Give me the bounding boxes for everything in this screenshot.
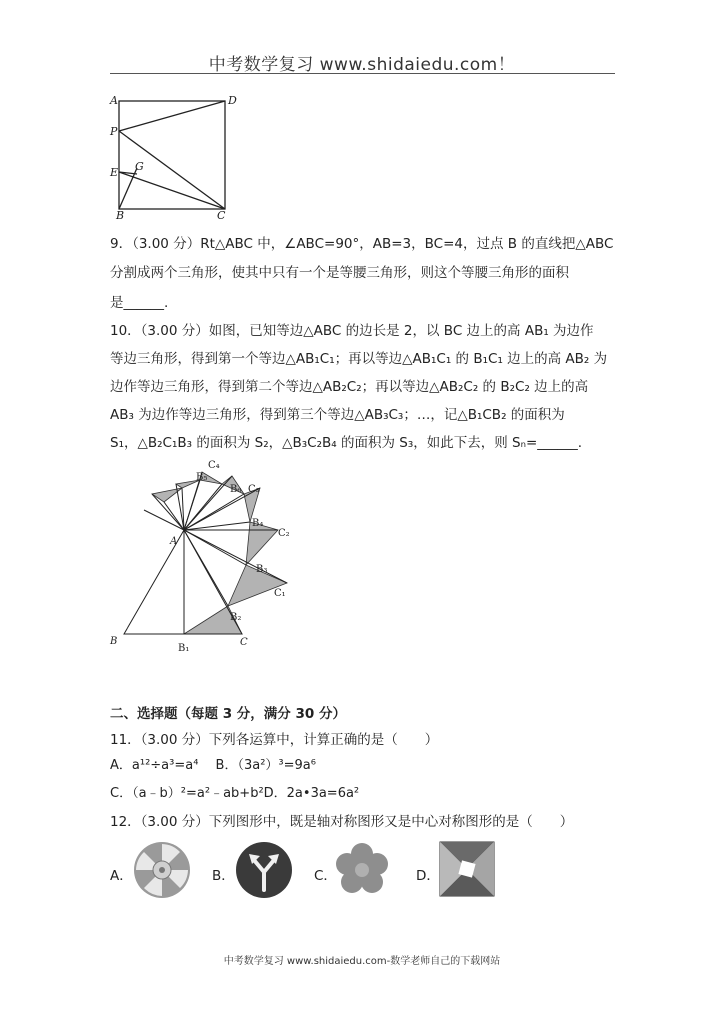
page-footer: 中考数学复习 www.shidaiedu.com-数学老师自己的下载网站	[223, 956, 501, 967]
label-spiral-c2: C₂	[278, 528, 290, 539]
q10-line5: S₁，△B₂C₁B₃ 的面积为 S₂，△B₃C₂B₄ 的面积为 S₃，如此下去，则 Sₙ=______.	[110, 435, 583, 451]
segment-ab4	[184, 522, 250, 530]
label-e: E	[110, 166, 119, 179]
q12-option-c-label: C．	[314, 868, 337, 884]
label-d: D	[228, 94, 237, 107]
q11-stem: 11．（3.00 分）下列各运算中，计算正确的是（ ）	[110, 732, 439, 748]
q12-option-c-figure	[334, 842, 390, 898]
label-g: G	[135, 160, 144, 173]
q12-option-b-figure	[234, 840, 294, 900]
segment-pd	[119, 101, 225, 131]
label-spiral-a: A	[170, 536, 178, 547]
q10-line1: 10．（3.00 分）如图，已知等边△ABC 的边长是 2，以 BC 边上的高 AB₁ 为边作	[110, 323, 594, 339]
segment-a11	[152, 494, 184, 530]
triangle-edges	[124, 472, 287, 634]
label-spiral-c1: C₁	[274, 588, 286, 599]
segment-ec	[119, 172, 225, 209]
shaded-triangles	[152, 472, 287, 634]
q12-option-d-label: D．	[416, 868, 440, 884]
segment-a13	[144, 510, 184, 530]
q10-line2: 等边三角形，得到第一个等边△AB₁C₁；再以等边△AB₁C₁ 的 B₁C₁ 边上的高 AB₂ 为	[110, 351, 608, 367]
label-spiral-c: C	[240, 637, 248, 648]
label-spiral-b6: B₆	[230, 484, 242, 495]
segment-ab6	[184, 484, 222, 530]
q11-options-cd: C．（a﹣b）²=a²﹣ab+b²D．2a•3a=6a²	[110, 786, 360, 801]
label-spiral-b4: B₄	[252, 518, 264, 529]
label-spiral-c3: C₃	[248, 484, 260, 495]
label-spiral-b: B	[110, 636, 118, 647]
segment-a12	[164, 502, 184, 530]
label-a: A	[110, 94, 118, 107]
square-abcd	[119, 101, 225, 209]
label-c: C	[217, 209, 226, 220]
q12-option-d-figure	[438, 840, 496, 898]
q9-line1: 9．（3.00 分）Rt△ABC 中，∠ABC=90°，AB=3，BC=4，过点 B 的直线把△ABC	[110, 236, 614, 252]
q12-stem: 12．（3.00 分）下列图形中，既是轴对称图形又是中心对称图形的是（ ）	[110, 814, 574, 830]
label-spiral-c4: C₄	[208, 460, 220, 471]
header-rule	[110, 73, 615, 74]
square-figure	[104, 88, 244, 220]
q11-options-ab: A．a¹²÷a³=a⁴ B．（3a²）³=9a⁶	[110, 758, 316, 773]
spiral-triangle-figure	[104, 458, 314, 658]
section2-title: 二、选择题（每题 3 分，满分 30 分）	[110, 706, 346, 722]
label-spiral-b3: B₃	[256, 564, 268, 575]
q12-option-b-label: B．	[212, 868, 235, 884]
label-b: B	[116, 209, 125, 220]
page-header: 中考数学复习 www.shidaiedu.com！	[208, 55, 516, 75]
q9-line3: 是______.	[110, 295, 169, 311]
label-spiral-b2: B₂	[230, 612, 242, 623]
label-p: P	[110, 125, 118, 138]
label-spiral-b5: B₅	[196, 472, 208, 483]
q10-line3: 边作等边三角形，得到第二个等边△AB₂C₂；再以等边△AB₂C₂ 的 B₂C₂ 边上的高	[110, 379, 589, 395]
q9-line2: 分割成两个三角形，使其中只有一个是等腰三角形，则这个等腰三角形的面积	[110, 265, 569, 281]
q12-option-a-figure	[132, 840, 192, 900]
q12-option-a-label: A．	[110, 868, 133, 884]
q10-line4: AB₃ 为边作等边三角形，得到第三个等边△AB₃C₃；…，记△B₁CB₂ 的面积为	[110, 407, 565, 423]
label-spiral-b1: B₁	[178, 643, 190, 654]
